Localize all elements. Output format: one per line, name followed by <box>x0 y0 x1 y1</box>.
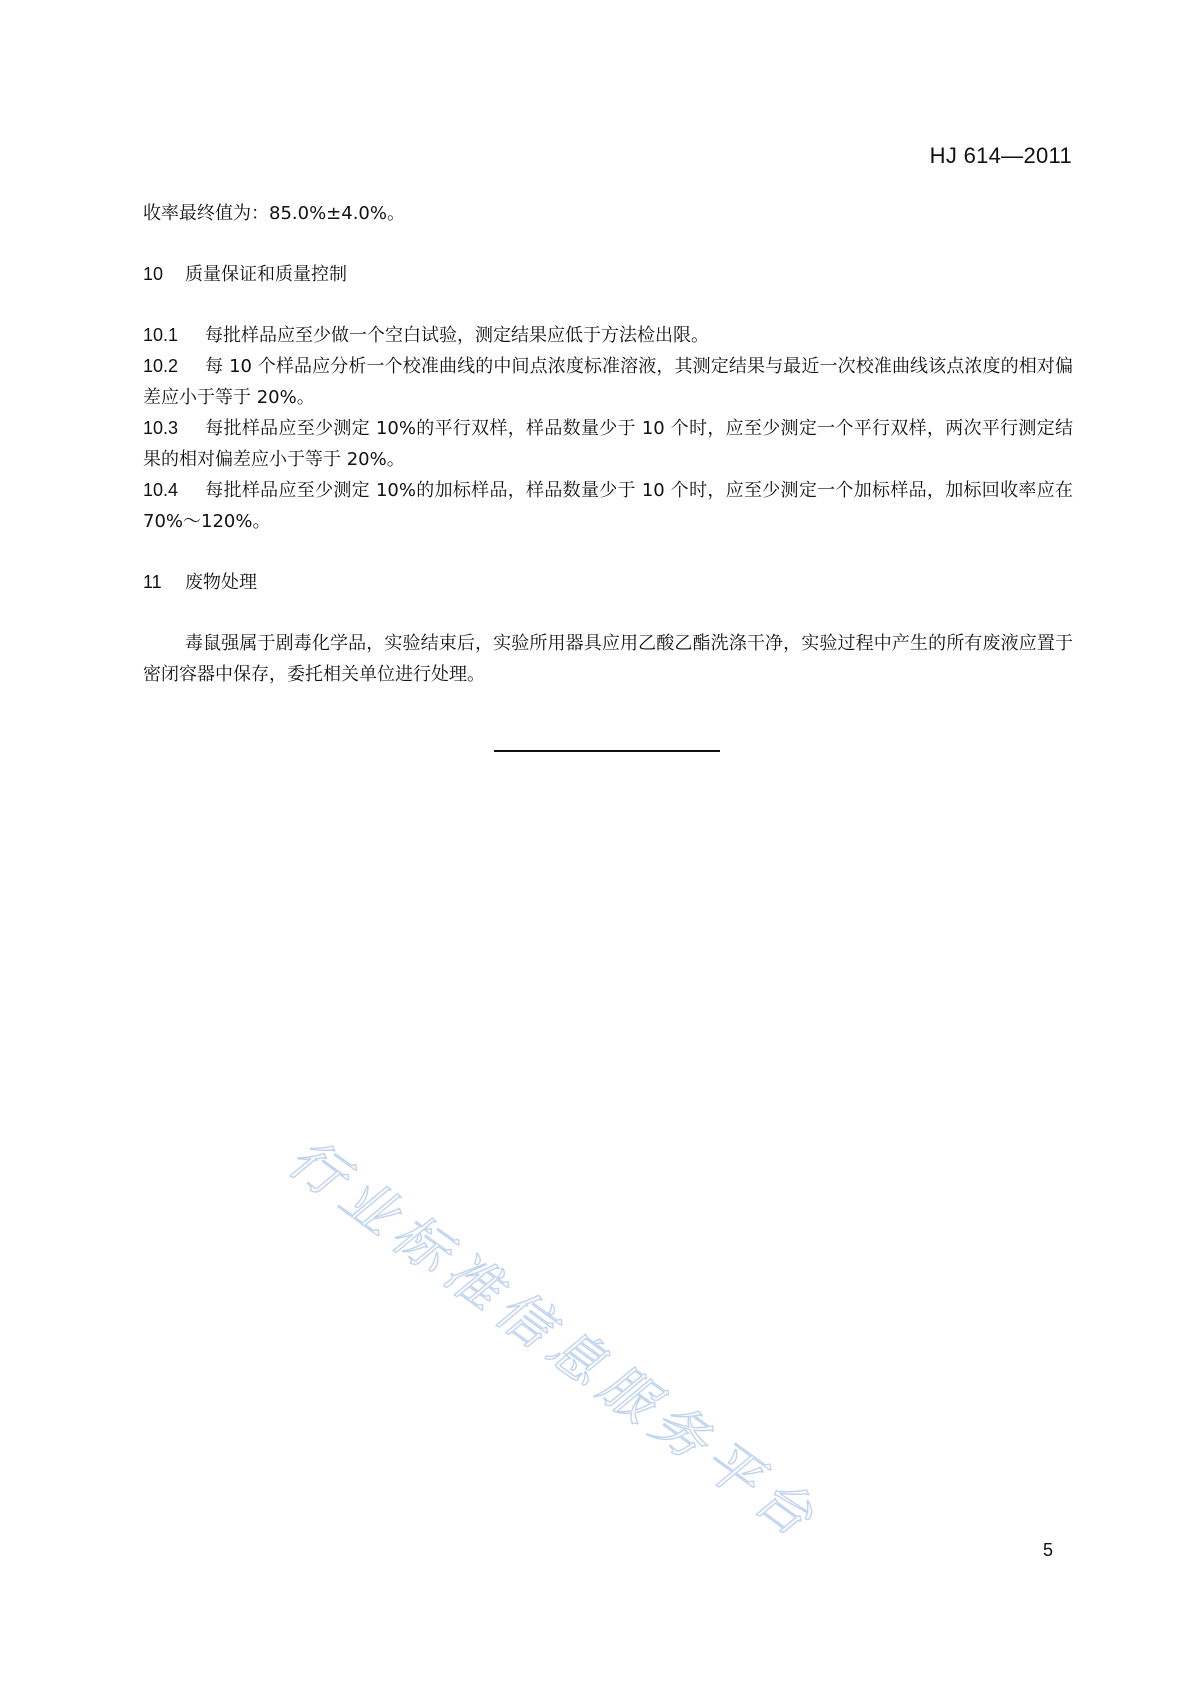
document-body <box>143 198 1073 690</box>
watermark: 行业标准信息服务平台 <box>277 1126 832 1554</box>
standard-code: HJ 614—2011 <box>929 143 1072 168</box>
section-11-title: 废物处理 <box>185 572 257 593</box>
clause-number: 10.1 <box>143 325 179 345</box>
page-number: 5 <box>1042 1540 1053 1560</box>
clause-text: 每批样品应至少测定 10%的加标样品，样品数量少于 10 个时，应至少测定一个加标样品，加标回收率应在 70%～120%。 <box>143 480 1073 532</box>
clause-number: 10.4 <box>143 480 179 500</box>
clause-text: 每 10 个样品应分析一个校准曲线的中间点浓度标准溶液，其测定结果与最近一次校准曲线该点浓度的相对偏差应小于等于 20%。 <box>143 356 1073 408</box>
clause-number: 10.3 <box>143 418 179 438</box>
clause-number: 10.2 <box>143 356 179 376</box>
clause-text: 每批样品应至少做一个空白试验，测定结果应低于方法检出限。 <box>205 325 709 346</box>
end-of-text-rule <box>494 750 720 752</box>
section-10-number: 10 <box>143 264 164 284</box>
yield-statement: 收率最终值为：85.0%±4.0%。 <box>143 203 405 224</box>
clause-text: 每批样品应至少测定 10%的平行双样，样品数量少于 10 个时，应至少测定一个平行双样，两次平行测定结果的相对偏差应小于等于 20%。 <box>143 418 1073 470</box>
waste-disposal-paragraph: 毒鼠强属于剧毒化学品，实验结束后，实验所用器具应用乙酸乙酯洗涤干净，实验过程中产生的所有废液应置于密闭容器中保存，委托相关单位进行处理。 <box>143 633 1073 685</box>
section-11-heading <box>143 567 1073 598</box>
section-10-title: 质量保证和质量控制 <box>185 264 347 285</box>
section-10-heading <box>143 259 1073 290</box>
clause-10-4 <box>143 475 1073 537</box>
clause-10-2 <box>143 351 1073 413</box>
clause-10-3 <box>143 413 1073 475</box>
section-11-number: 11 <box>143 572 162 592</box>
clause-10-1 <box>143 320 1073 351</box>
